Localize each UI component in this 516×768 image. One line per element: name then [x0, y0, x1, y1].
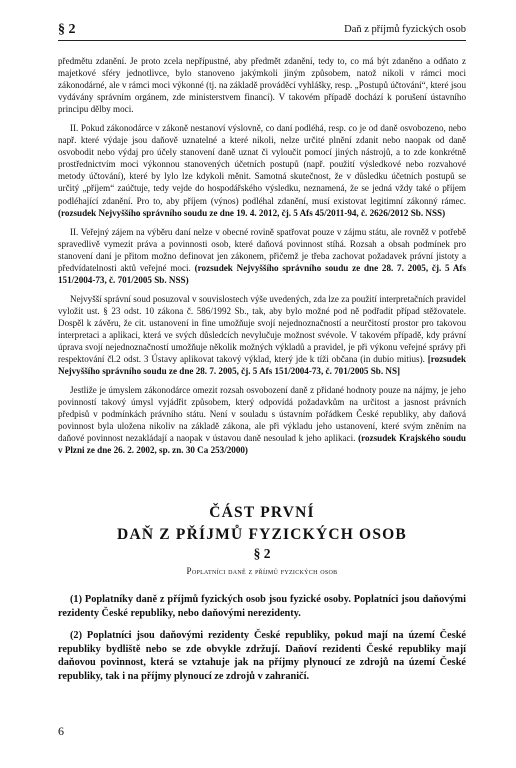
commentary-text-span: II. Veřejný zájem na výběru daní nelze v obecné rovině spatřovat pouze v zájmu státu, ale rovněž v potřebě spravedlivě vymezit práva a povinnosti osob, které daňová povinnost stíhá. Rozsah a obsah podmínek pro stanovení daní je přitom možno definovat jen zákonem, přičemž je třeba zachovat požadavek právní jistoty a předvídatelnosti aktů veřejné moci.: [58, 226, 466, 273]
commentary-paragraph: [58, 384, 466, 456]
header-section-number: § 2: [58, 22, 76, 37]
commentary-text-span: II. Pokud zákonodárce v zákoně nestanoví výslovně, co daní podléhá, resp. co je od daně osvobozeno, nebo např. které výdaje jsou daňově uznatelné a které nikoli, nelze určité plnění zdanit nebo naopak od daně osvobodit nebo výdaj pro účely stanovení daně uznat či vyloučit pomocí jiných nástrojů, a to zde konkrétně prostřednictvím moci výkonnou stanovených účetních postupů (např. použití výsledkové nebo rozvahové metody účtování), které by lylo lze kdykoli měnit. Samotná skutečnost, že v důsledku účetních postupů se určitý „příjem“ zaúčtuje, tedy vejde do hospodářského výsledku, neznamená, že se jedná vždy také o příjem podléhající zdanění. Pro to, aby příjem (výnos) podléhal zdanění, musí existovat legitimní zákonný rámec.: [58, 123, 466, 206]
commentary-text: [58, 55, 466, 463]
page-number: 6: [58, 724, 64, 738]
commentary-paragraph: [58, 226, 466, 286]
part-title-line1: ČÁST PRVNÍ: [209, 504, 315, 521]
court-citation: [rozsudek Nejvyššího správního soudu ze dne 28. 7. 2005, čj. 5 Afs 151/2004-73, č. 701/2005 Sb. NS]: [58, 354, 466, 377]
commentary-paragraph: [58, 293, 466, 377]
section-subtitle: Poplatníci daně z příjmů fyzických osob: [186, 566, 338, 576]
statute-text: [58, 593, 466, 692]
commentary-paragraph: předmětu zdanění. Je proto zcela nepřípustné, aby předmět zdanění, tedy to, co má být zdaněno a odňato z majetkové sféry jednotlivce, bylo stanoveno jakýmkoli jiným způsobem, natož nikoli v rámci moci zákonodárné, ale v rámci moci výkonné (tj. na základě prováděcí vyhlášky, resp. „Postupů účtování“, které jsou vydávány správním orgánem, zde ministerstvem financí). V takovém případě dochází k porušení ústavního principu dělby moci.: [58, 56, 466, 115]
commentary-text-span: Nejvyšší správní soud posuzoval v souvislostech výše uvedených, zda lze za použití interpretačních pravidel vyložit ust. § 23 odst. 10 zákona č. 586/1992 Sb., tak, aby bylo možné pod ně podřadit případ stěžovatele. Dospěl k závěru, že cit. ustanovení in fine umožňuje svojí nejednoznačností a neurčitostí prostor pro takovou interpretaci a aplikaci, která ve svých důsledcích nevylučuje možnost svévole. V takovém případě, kdy právní úprava svojí nejednoznačností umožňuje několik možných výkladů a pravidel, je při výkonu veřejné správy při respektování čl.2 odst. 3 Ústavy aplikovat takový výklad, který jde k tíži občana (in dubio mitius).: [58, 293, 466, 365]
section-number: § 2: [253, 546, 271, 561]
header-running-title: Daň z příjmů fyzických osob: [344, 24, 466, 35]
running-header: [58, 22, 466, 41]
court-citation: (rozsudek Nejvyššího správního soudu ze dne 28. 7. 2005, čj. 5 Afs 151/2004-73, č. 701/2005 Sb. NSS): [58, 262, 466, 285]
court-citation: (rozsudek Nejvyššího správního soudu ze dne 19. 4. 2012, čj. 5 Afs 45/2011-94, č. 2626/2012 Sb. NSS): [58, 207, 446, 218]
statute-paragraph-1: (1) Poplatníky daně z příjmů fyzických osob jsou fyzické osoby. Poplatníci jsou daňovými rezidenty České republiky, nebo daňovými nerezidenty.: [58, 594, 466, 619]
part-title-line2: DAŇ Z PŘÍJMŮ FYZICKÝCH OSOB: [117, 526, 407, 543]
statute-paragraph-2: (2) Poplatníci jsou daňovými rezidenty České republiky, pokud mají na území České republiky bydliště nebo se zde obvykle zdržují. Daňoví rezidenti České republiky mají daňovou povinnost, která se vztahuje jak na příjmy plynoucí ze zdrojů na území České republiky, tak i na příjmy plynoucí ze zdrojů v zahraničí.: [58, 630, 466, 682]
commentary-paragraph: [58, 122, 466, 218]
part-title: [58, 502, 466, 546]
commentary-text-span: Jestliže je úmyslem zákonodárce omezit rozsah osvobození daně z přidané hodnoty pouze na nájmy, je jeho povinností takový úmysl vyjádřit způsobem, který odpovídá požadavkům na určitost a jasnost právních předpisů v podmínkách právního státu. Není v souladu s ústavním pořádkem České republiky, aby daňová povinnost byla uložena nikoliv na základě zákona, ale při výkladu jeho ustanovení, které svým zněním na daňové povinnost nezakládají a naopak v ústavou daně nesoulad k jeho aplikaci.: [58, 385, 466, 444]
court-citation: (rozsudek Krajského soudu v Plzni ze dne 26. 2. 2002, sp. zn. 30 Ca 253/2000): [58, 433, 466, 456]
